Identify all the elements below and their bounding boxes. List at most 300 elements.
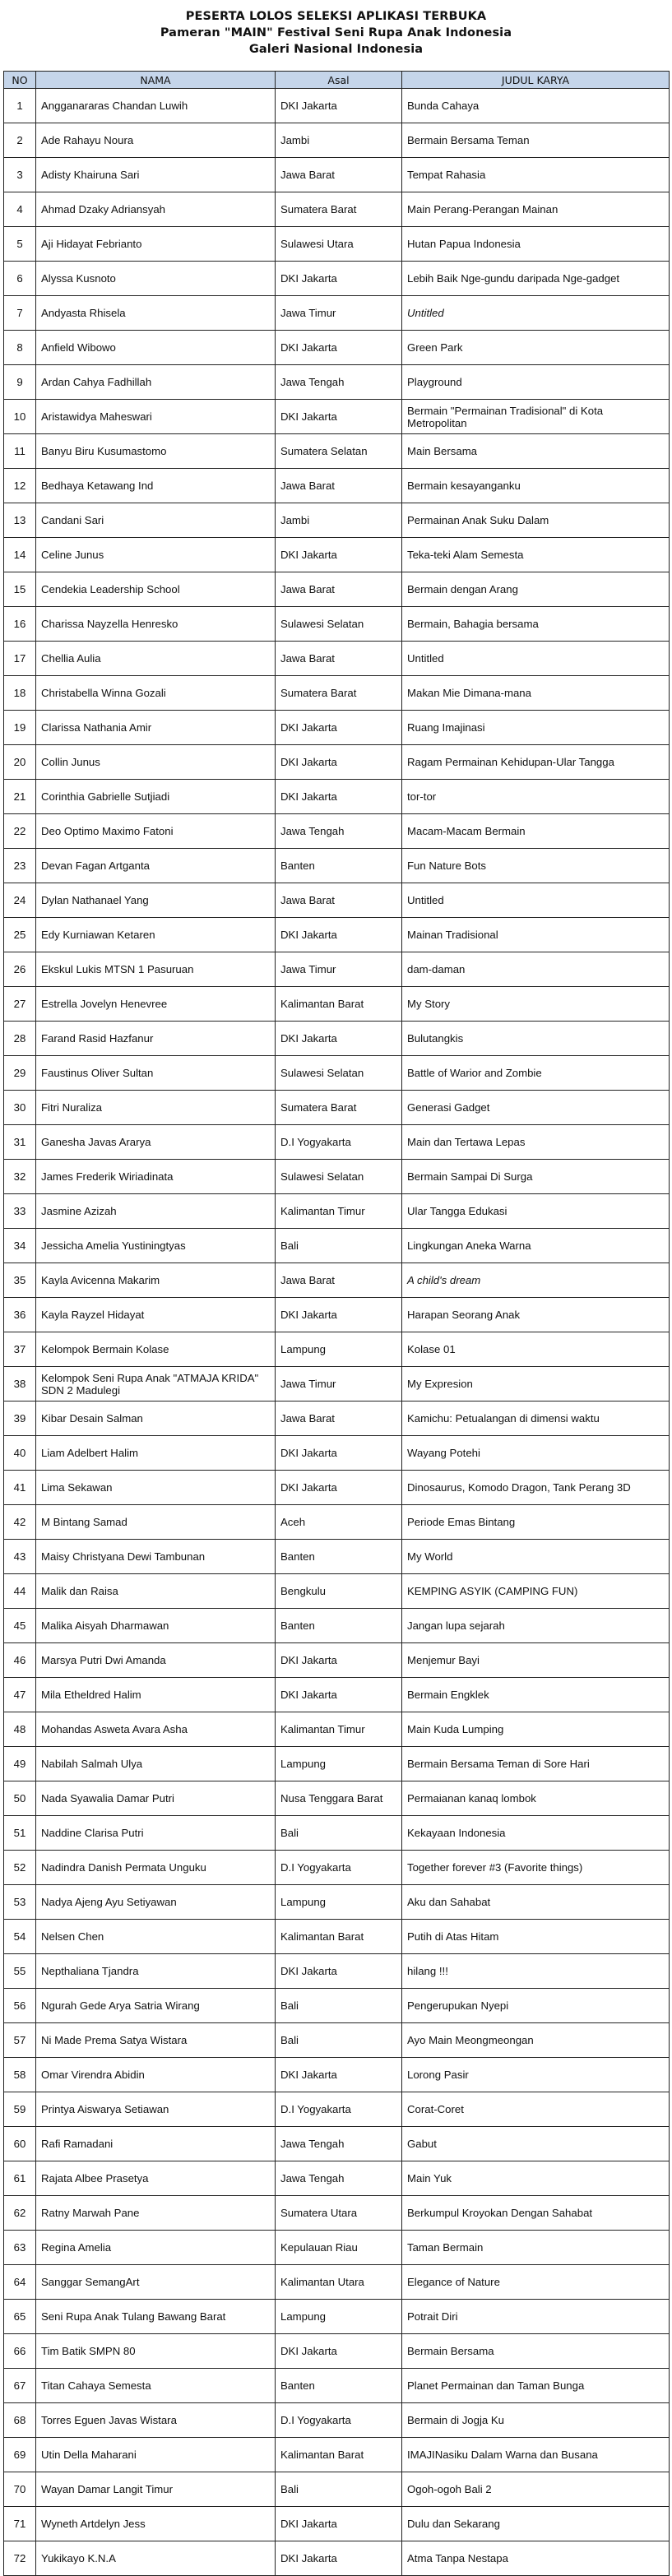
table-row [4,2472,670,2507]
cell-no: 21 [4,780,36,814]
cell-no: 9 [4,365,36,400]
cell-judul-karya: Permainan Anak Suku Dalam [402,503,670,538]
table-row [4,2300,670,2334]
cell-no: 59 [4,2092,36,2127]
table-row [4,1505,670,1540]
cell-asal: Kalimantan Barat [276,1920,402,1954]
cell-nama: Faustinus Oliver Sultan [36,1056,276,1091]
cell-nama: Yukikayo K.N.A [36,2541,276,2576]
cell-judul-karya: Berkumpul Kroyokan Dengan Sahabat [402,2196,670,2231]
table-row [4,262,670,296]
table-row [4,1816,670,1851]
cell-no: 6 [4,262,36,296]
header-row [4,72,670,89]
cell-nama: Printya Aiswarya Setiawan [36,2092,276,2127]
cell-nama: Regina Amelia [36,2231,276,2265]
cell-nama: Torres Eguen Javas Wistara [36,2403,276,2438]
cell-no: 52 [4,1851,36,1885]
cell-no: 5 [4,227,36,262]
table-row [4,849,670,883]
table-row [4,676,670,711]
cell-asal: Jambi [276,503,402,538]
cell-nama: Lima Sekawan [36,1471,276,1505]
cell-no: 36 [4,1298,36,1332]
table-row [4,123,670,158]
table-header [4,72,670,89]
cell-no: 40 [4,1436,36,1471]
cell-asal: Sumatera Barat [276,676,402,711]
cell-nama: Ekskul Lukis MTSN 1 Pasuruan [36,952,276,987]
cell-asal: DKI Jakarta [276,1022,402,1056]
table-row [4,1747,670,1781]
cell-judul-karya: Main Kuda Lumping [402,1712,670,1747]
cell-nama: Edy Kurniawan Ketaren [36,918,276,952]
cell-judul-karya: Ragam Permainan Kehidupan-Ular Tangga [402,745,670,780]
cell-nama: Deo Optimo Maximo Fatoni [36,814,276,849]
table-row [4,918,670,952]
cell-no: 1 [4,89,36,123]
cell-no: 33 [4,1194,36,1229]
cell-asal: Sumatera Barat [276,192,402,227]
cell-asal: DKI Jakarta [276,1471,402,1505]
cell-judul-karya: Ogoh-ogoh Bali 2 [402,2472,670,2507]
cell-asal: Bali [276,1989,402,2023]
cell-nama: Mohandas Asweta Avara Asha [36,1712,276,1747]
table-row [4,1298,670,1332]
cell-asal: Sulawesi Utara [276,227,402,262]
cell-judul-karya: Kamichu: Petualangan di dimensi waktu [402,1402,670,1436]
cell-no: 60 [4,2127,36,2161]
cell-judul-karya: Bermain Sampai Di Surga [402,1160,670,1194]
cell-no: 67 [4,2369,36,2403]
table-row [4,1678,670,1712]
cell-no: 25 [4,918,36,952]
table-row [4,572,670,607]
cell-nama: Liam Adelbert Halim [36,1436,276,1471]
cell-asal: Banten [276,1609,402,1643]
cell-no: 51 [4,1816,36,1851]
cell-no: 38 [4,1367,36,1402]
cell-asal: DKI Jakarta [276,780,402,814]
cell-nama: Aji Hidayat Febrianto [36,227,276,262]
cell-asal: Jawa Barat [276,642,402,676]
table-row [4,1851,670,1885]
cell-nama: Cendekia Leadership School [36,572,276,607]
cell-judul-karya: Permaianan kanaq lombok [402,1781,670,1816]
cell-judul-karya: Corat-Coret [402,2092,670,2127]
cell-no: 50 [4,1781,36,1816]
cell-asal: DKI Jakarta [276,2334,402,2369]
cell-judul-karya: My Expresion [402,1367,670,1402]
cell-nama: Maisy Christyana Dewi Tambunan [36,1540,276,1574]
table-row [4,2161,670,2196]
cell-no: 68 [4,2403,36,2438]
cell-no: 39 [4,1402,36,1436]
cell-asal: Aceh [276,1505,402,1540]
cell-asal: Jawa Barat [276,469,402,503]
cell-judul-karya: KEMPING ASYIK (CAMPING FUN) [402,1574,670,1609]
cell-nama: Ardan Cahya Fadhillah [36,365,276,400]
cell-judul-karya: Bermain dengan Arang [402,572,670,607]
cell-judul-karya: Bermain Bersama Teman di Sore Hari [402,1747,670,1781]
table-row [4,331,670,365]
table-row [4,642,670,676]
cell-asal: DKI Jakarta [276,89,402,123]
cell-judul-karya: Main Yuk [402,2161,670,2196]
cell-asal: Kepulauan Riau [276,2231,402,2265]
table-row [4,711,670,745]
cell-no: 54 [4,1920,36,1954]
table-row [4,469,670,503]
cell-no: 18 [4,676,36,711]
cell-asal: Bali [276,1816,402,1851]
cell-no: 72 [4,2541,36,2576]
table-row [4,1436,670,1471]
table-row [4,2438,670,2472]
cell-judul-karya: Wayang Potehi [402,1436,670,1471]
cell-asal: Kalimantan Barat [276,2438,402,2472]
table-row [4,2231,670,2265]
table-row [4,1125,670,1160]
cell-no: 58 [4,2058,36,2092]
cell-judul-karya: Bermain Bersama [402,2334,670,2369]
cell-asal: Sumatera Utara [276,2196,402,2231]
cell-asal: Sulawesi Selatan [276,1160,402,1194]
cell-nama: M Bintang Samad [36,1505,276,1540]
cell-nama: Jessicha Amelia Yustiningtyas [36,1229,276,1263]
cell-nama: Aristawidya Maheswari [36,400,276,434]
cell-no: 8 [4,331,36,365]
table-row [4,1885,670,1920]
cell-nama: Celine Junus [36,538,276,572]
cell-nama: Utin Della Maharani [36,2438,276,2472]
cell-asal: Banten [276,849,402,883]
cell-asal: Sulawesi Selatan [276,1056,402,1091]
cell-judul-karya: Potrait Diri [402,2300,670,2334]
cell-judul-karya: Taman Bermain [402,2231,670,2265]
cell-asal: Banten [276,1540,402,1574]
column-header-asal: Asal [276,72,402,89]
table-row [4,1540,670,1574]
cell-judul-karya: Bermain di Jogja Ku [402,2403,670,2438]
cell-asal: Lampung [276,1747,402,1781]
cell-judul-karya: Untitled [402,883,670,918]
heading-line-2: Pameran "MAIN" Festival Seni Rupa Anak Indonesia [160,26,512,39]
cell-no: 41 [4,1471,36,1505]
cell-asal: D.I Yogyakarta [276,2092,402,2127]
cell-judul-karya: Kolase 01 [402,1332,670,1367]
table-row [4,2265,670,2300]
cell-asal: Nusa Tenggara Barat [276,1781,402,1816]
cell-no: 71 [4,2507,36,2541]
cell-judul-karya: Ruang Imajinasi [402,711,670,745]
table-row [4,2196,670,2231]
document-heading [0,0,672,59]
cell-nama: Charissa Nayzella Henresko [36,607,276,642]
cell-asal: DKI Jakarta [276,918,402,952]
cell-no: 24 [4,883,36,918]
table-row [4,2127,670,2161]
cell-judul-karya: Untitled [402,296,670,331]
cell-judul-karya: Lorong Pasir [402,2058,670,2092]
cell-no: 62 [4,2196,36,2231]
table-row [4,607,670,642]
table-body [4,89,670,2576]
table-row [4,503,670,538]
table-row [4,1022,670,1056]
table-row [4,1091,670,1125]
cell-asal: DKI Jakarta [276,1436,402,1471]
cell-asal: Bali [276,1229,402,1263]
cell-no: 47 [4,1678,36,1712]
cell-nama: Nabilah Salmah Ulya [36,1747,276,1781]
cell-judul-karya: Bunda Cahaya [402,89,670,123]
cell-judul-karya: Jangan lupa sejarah [402,1609,670,1643]
cell-no: 48 [4,1712,36,1747]
cell-judul-karya: Harapan Seorang Anak [402,1298,670,1332]
table-row [4,89,670,123]
cell-nama: Estrella Jovelyn Henevree [36,987,276,1022]
cell-no: 2 [4,123,36,158]
cell-asal: D.I Yogyakarta [276,1851,402,1885]
table-row [4,2541,670,2576]
cell-asal: Jawa Barat [276,1402,402,1436]
cell-asal: DKI Jakarta [276,1678,402,1712]
cell-judul-karya: Bulutangkis [402,1022,670,1056]
cell-nama: Kayla Rayzel Hidayat [36,1298,276,1332]
cell-nama: Rafi Ramadani [36,2127,276,2161]
cell-judul-karya: My World [402,1540,670,1574]
cell-asal: Lampung [276,1885,402,1920]
cell-asal: Bali [276,2023,402,2058]
cell-nama: Kelompok Bermain Kolase [36,1332,276,1367]
cell-nama: Tim Batik SMPN 80 [36,2334,276,2369]
table-row [4,1643,670,1678]
table-row [4,1194,670,1229]
column-header-no: NO [4,72,36,89]
cell-no: 27 [4,987,36,1022]
cell-nama: Ngurah Gede Arya Satria Wirang [36,1989,276,2023]
table-row [4,2334,670,2369]
cell-nama: Ade Rahayu Noura [36,123,276,158]
cell-nama: Nadya Ajeng Ayu Setiyawan [36,1885,276,1920]
cell-asal: Jawa Barat [276,1263,402,1298]
cell-judul-karya: Bermain Bersama Teman [402,123,670,158]
cell-judul-karya: Atma Tanpa Nestapa [402,2541,670,2576]
cell-asal: D.I Yogyakarta [276,2403,402,2438]
table-row [4,538,670,572]
cell-asal: DKI Jakarta [276,331,402,365]
cell-asal: Lampung [276,2300,402,2334]
cell-nama: Devan Fagan Artganta [36,849,276,883]
cell-nama: James Frederik Wiriadinata [36,1160,276,1194]
cell-asal: DKI Jakarta [276,1643,402,1678]
cell-no: 32 [4,1160,36,1194]
table-row [4,1402,670,1436]
table-row [4,1332,670,1367]
cell-nama: Nepthaliana Tjandra [36,1954,276,1989]
cell-no: 61 [4,2161,36,2196]
cell-nama: Candani Sari [36,503,276,538]
cell-nama: Omar Virendra Abidin [36,2058,276,2092]
cell-asal: Sumatera Barat [276,1091,402,1125]
cell-no: 20 [4,745,36,780]
cell-no: 43 [4,1540,36,1574]
table-row [4,2058,670,2092]
cell-nama: Rajata Albee Prasetya [36,2161,276,2196]
cell-judul-karya: Lebih Baik Nge-gundu daripada Nge-gadget [402,262,670,296]
table-row [4,1471,670,1505]
cell-nama: Wyneth Artdelyn Jess [36,2507,276,2541]
cell-nama: Nelsen Chen [36,1920,276,1954]
cell-judul-karya: Playground [402,365,670,400]
cell-asal: DKI Jakarta [276,538,402,572]
cell-no: 55 [4,1954,36,1989]
cell-judul-karya: Bermain "Permainan Tradisional" di Kota Metropolitan [402,400,670,434]
cell-nama: Andyasta Rhisela [36,296,276,331]
cell-nama: Farand Rasid Hazfanur [36,1022,276,1056]
participants-table [3,71,670,2576]
cell-no: 4 [4,192,36,227]
cell-no: 63 [4,2231,36,2265]
table-row [4,1574,670,1609]
cell-no: 30 [4,1091,36,1125]
table-row [4,1920,670,1954]
table-row [4,1989,670,2023]
cell-asal: Kalimantan Barat [276,987,402,1022]
cell-judul-karya: Ayo Main Meongmeongan [402,2023,670,2058]
cell-no: 31 [4,1125,36,1160]
cell-judul-karya: Periode Emas Bintang [402,1505,670,1540]
cell-no: 22 [4,814,36,849]
cell-asal: DKI Jakarta [276,2058,402,2092]
cell-no: 49 [4,1747,36,1781]
cell-judul-karya: Putih di Atas Hitam [402,1920,670,1954]
cell-no: 29 [4,1056,36,1091]
heading-line-1: PESERTA LOLOS SELEKSI APLIKASI TERBUKA [185,10,487,23]
table-row [4,780,670,814]
cell-asal: Kalimantan Timur [276,1712,402,1747]
table-row [4,1781,670,1816]
cell-nama: Sanggar SemangArt [36,2265,276,2300]
cell-nama: Ratny Marwah Pane [36,2196,276,2231]
cell-asal: Jawa Tengah [276,2161,402,2196]
cell-judul-karya: Aku dan Sahabat [402,1885,670,1920]
cell-nama: Seni Rupa Anak Tulang Bawang Barat [36,2300,276,2334]
cell-nama: Marsya Putri Dwi Amanda [36,1643,276,1678]
cell-no: 65 [4,2300,36,2334]
table-row [4,1229,670,1263]
cell-nama: Naddine Clarisa Putri [36,1816,276,1851]
cell-no: 45 [4,1609,36,1643]
cell-judul-karya: Gabut [402,2127,670,2161]
table-row [4,1367,670,1402]
cell-asal: DKI Jakarta [276,745,402,780]
cell-no: 57 [4,2023,36,2058]
column-header-nama: NAMA [36,72,276,89]
table-row [4,227,670,262]
cell-judul-karya: Bermain, Bahagia bersama [402,607,670,642]
cell-judul-karya: A child's dream [402,1263,670,1298]
cell-asal: Bali [276,2472,402,2507]
cell-nama: Mila Etheldred Halim [36,1678,276,1712]
cell-nama: Alyssa Kusnoto [36,262,276,296]
cell-asal: Bengkulu [276,1574,402,1609]
heading-line-3: Galeri Nasional Indonesia [248,43,424,56]
cell-no: 17 [4,642,36,676]
cell-no: 37 [4,1332,36,1367]
cell-judul-karya: Makan Mie Dimana-mana [402,676,670,711]
cell-asal: DKI Jakarta [276,1954,402,1989]
cell-asal: D.I Yogyakarta [276,1125,402,1160]
cell-nama: Nada Syawalia Damar Putri [36,1781,276,1816]
cell-asal: Jawa Barat [276,883,402,918]
table-row [4,883,670,918]
cell-judul-karya: Bermain kesayanganku [402,469,670,503]
table-row [4,434,670,469]
cell-nama: Ni Made Prema Satya Wistara [36,2023,276,2058]
cell-nama: Anfield Wibowo [36,331,276,365]
cell-no: 64 [4,2265,36,2300]
cell-no: 26 [4,952,36,987]
cell-no: 19 [4,711,36,745]
table-row [4,2092,670,2127]
cell-judul-karya: Elegance of Nature [402,2265,670,2300]
cell-nama: Kayla Avicenna Makarim [36,1263,276,1298]
cell-asal: Kalimantan Utara [276,2265,402,2300]
cell-asal: Jawa Timur [276,1367,402,1402]
cell-judul-karya: Bermain Engklek [402,1678,670,1712]
cell-no: 35 [4,1263,36,1298]
cell-asal: Sumatera Selatan [276,434,402,469]
cell-no: 15 [4,572,36,607]
table-row [4,296,670,331]
cell-asal: DKI Jakarta [276,2541,402,2576]
cell-judul-karya: Pengerupukan Nyepi [402,1989,670,2023]
cell-nama: Collin Junus [36,745,276,780]
cell-asal: DKI Jakarta [276,2507,402,2541]
cell-nama: Titan Cahaya Semesta [36,2369,276,2403]
cell-judul-karya: Tempat Rahasia [402,158,670,192]
cell-asal: Jawa Tengah [276,2127,402,2161]
table-row [4,158,670,192]
cell-judul-karya: Lingkungan Aneka Warna [402,1229,670,1263]
cell-judul-karya: Together forever #3 (Favorite things) [402,1851,670,1885]
cell-nama: Wayan Damar Langit Timur [36,2472,276,2507]
cell-nama: Corinthia Gabrielle Sutjiadi [36,780,276,814]
cell-no: 13 [4,503,36,538]
cell-asal: Sulawesi Selatan [276,607,402,642]
cell-no: 69 [4,2438,36,2472]
cell-nama: Malik dan Raisa [36,1574,276,1609]
cell-nama: Bedhaya Ketawang Ind [36,469,276,503]
table-row [4,400,670,434]
cell-no: 10 [4,400,36,434]
cell-nama: Kelompok Seni Rupa Anak "ATMAJA KRIDA" SDN 2 Madulegi [36,1367,276,1402]
table-row [4,814,670,849]
cell-judul-karya: Planet Permainan dan Taman Bunga [402,2369,670,2403]
cell-no: 14 [4,538,36,572]
cell-nama: Clarissa Nathania Amir [36,711,276,745]
table-row [4,2023,670,2058]
table-row [4,1954,670,1989]
cell-asal: DKI Jakarta [276,1298,402,1332]
table-row [4,952,670,987]
cell-judul-karya: Kekayaan Indonesia [402,1816,670,1851]
cell-no: 66 [4,2334,36,2369]
cell-judul-karya: Main Perang-Perangan Mainan [402,192,670,227]
cell-asal: Jawa Barat [276,572,402,607]
